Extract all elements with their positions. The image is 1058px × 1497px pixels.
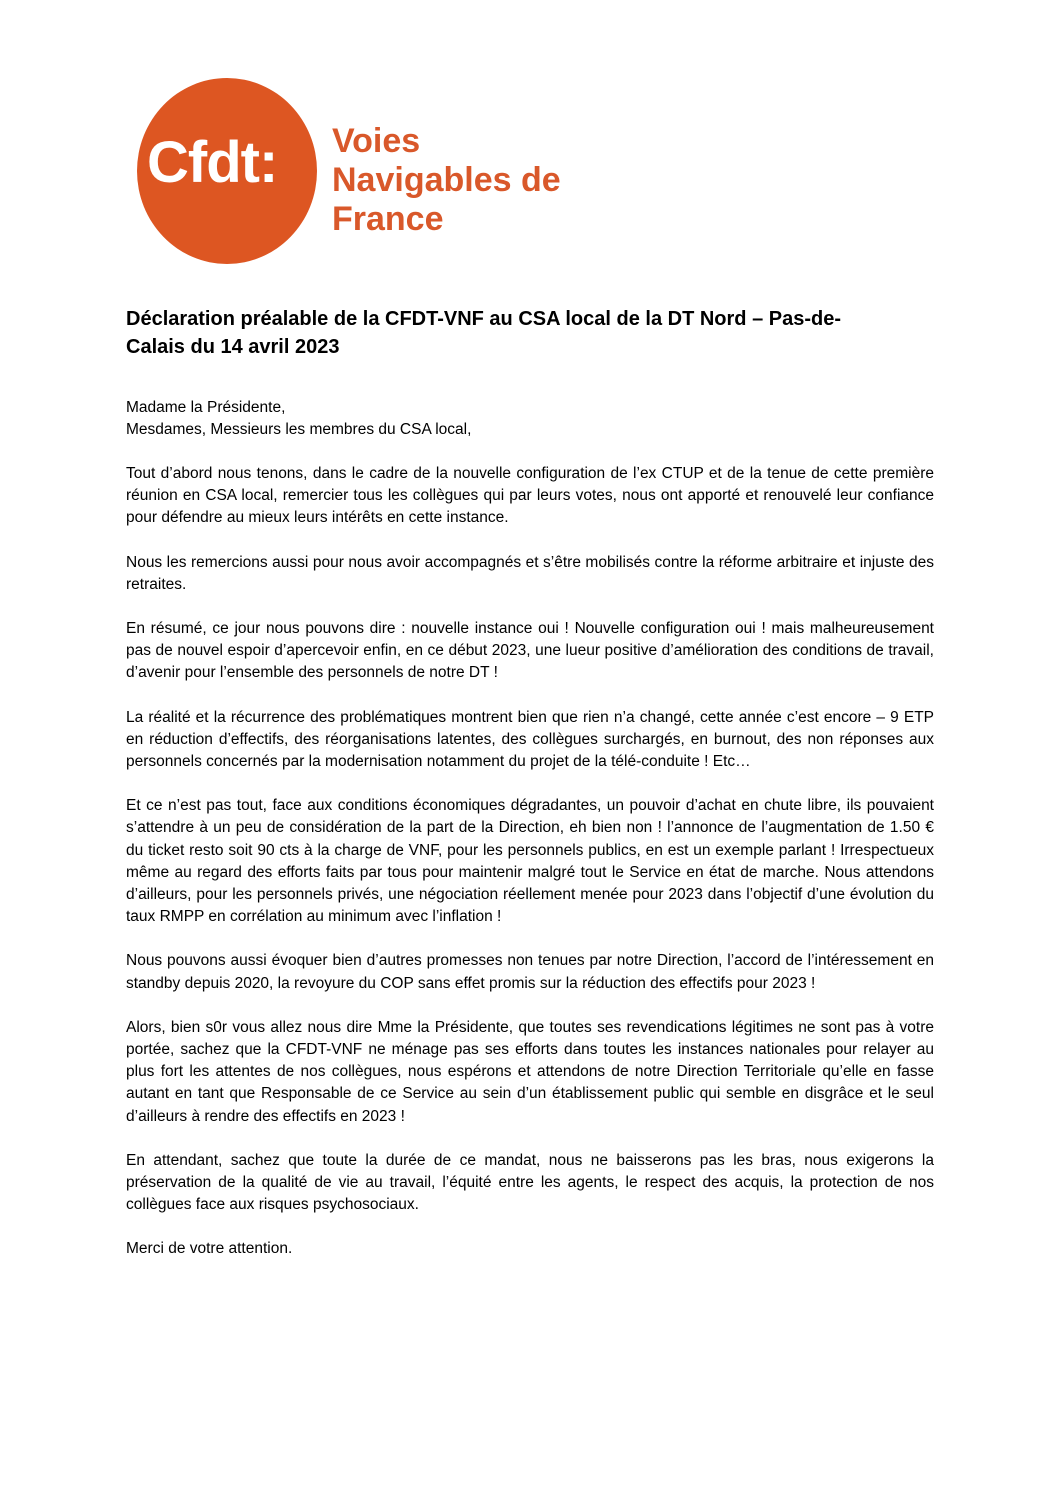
logo-org-name — [332, 122, 561, 239]
logo-org-line-3: France — [332, 200, 444, 238]
document-body — [126, 305, 934, 1260]
salutation — [126, 397, 934, 441]
logo-org-line-2: Navigables de — [332, 161, 561, 199]
paragraph-reality: La réalité et la récurrence des problématiques montrent bien que rien n’a changé, cette année c’est encore – 9 ETP en réduction d’effectifs, des réorganisations latentes, des collègues surchargés, en burnout, des non réponses aux personnels concernés par la modernisation notamment du projet de la télé-conduite ! Etc… — [126, 708, 934, 771]
closing-line: Merci de votre attention. — [126, 1240, 293, 1258]
document-title: Déclaration préalable de la CFDT-VNF au CSA local de la DT Nord – Pas-de-Calais du 14 avril 2023 — [126, 308, 841, 358]
paragraph-thanks-mobilisation: Nous les remercions aussi pour nous avoir accompagnés et s’être mobilisés contre la réforme arbitraire et injuste des retraites. — [126, 553, 934, 593]
paragraph-broken-promises: Nous pouvons aussi évoquer bien d’autres promesses non tenues par notre Direction, l’accord de l’intéressement en standby depuis 2020, la revoyure du COP sans effet promis sur la réduction des effectifs pour 2023 ! — [126, 952, 934, 992]
salutation-line-2: Mesdames, Messieurs les membres du CSA local, — [126, 421, 472, 438]
paragraph-demands: Alors, bien s0r vous allez nous dire Mme la Présidente, que toutes ses revendications légitimes ne sont pas à votre portée, sachez que la CFDT-VNF ne ménage pas ses efforts dans toutes les instances nationales pour relayer au plus fort les attentes de nos collègues, nous espérons et attendons de notre Direction Territoriale qu’elle en fasse autant en tant que Responsable de ce Service au sein d’un établissement public qui semble en disgrâce et le seul d’ailleurs à rendre des effectifs en 2023 ! — [126, 1018, 934, 1125]
paragraph-summary: En résumé, ce jour nous pouvons dire : nouvelle instance oui ! Nouvelle configuration oui ! mais malheureusement pas de nouvel espoir d’apercevoir enfin, en ce début 2023, une lueur positive d’amélioration des conditions de travail, d’avenir pour l’ensemble des personnels de notre DT ! — [126, 620, 934, 682]
paragraph-commitment: En attendant, sachez que toute la durée de ce mandat, nous ne baisserons pas les bras, nous exigerons la préservation de la qualité de vie au travail, l’équité entre les agents, le respect des acquis, la protection de nos collègues face aux risques psychosociaux. — [126, 1151, 934, 1214]
paragraph-thanks-voters: Tout d’abord nous tenons, dans le cadre de la nouvelle configuration de l’ex CTUP et de la tenue de cette première réunion en CSA local, remercier tous les collègues qui par leurs votes, nous ont apporté et renouvelé leur confiance pour défendre au mieux leurs intérêts en cette instance. — [126, 465, 934, 527]
paragraph-economic-conditions: Et ce n’est pas tout, face aux conditions économiques dégradantes, un pouvoir d’achat en chute libre, ils pouvaient s’attendre à un peu de considération de la part de la Direction, eh bien non ! l’annonce de l’augmentation de 1.50 € du ticket resto soit 90 cts à la charge de VNF, pour les personnels publics, en est un exemple parlant ! Irrespectueux même au regard des efforts faits par tous pour maintenir malgré tout le Service en état de marche. Nous attendons d’ailleurs, pour les personnels privés, une négociation réellement menée pour 2023 dans l’objectif d’une évolution du taux RMPP en corrélation au minimum avec l’inflation ! — [126, 797, 934, 926]
logo-mark-text: Cfdt: — [147, 130, 278, 195]
logo-org-line-1: Voies — [332, 122, 421, 160]
cfdt-vnf-logo — [137, 78, 627, 268]
salutation-line-1: Madame la Présidente, — [126, 399, 286, 416]
